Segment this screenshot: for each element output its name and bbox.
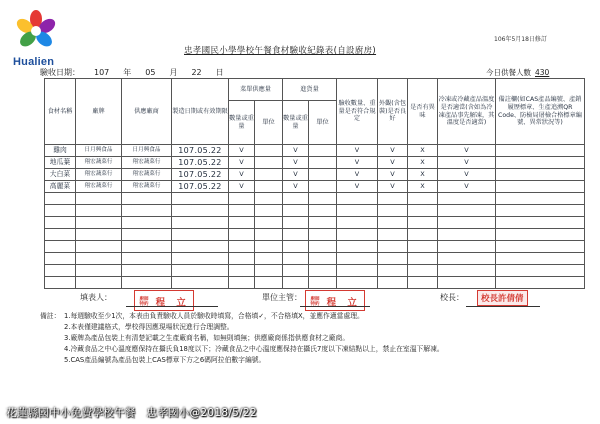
- cell-food-name: 高麗菜: [45, 181, 76, 193]
- empty-cell: [337, 193, 378, 205]
- empty-cell: [45, 229, 76, 241]
- empty-cell: [229, 217, 255, 229]
- empty-table-row: [45, 217, 585, 229]
- supervisor-underline: [300, 306, 370, 307]
- empty-cell: [255, 205, 283, 217]
- empty-cell: [76, 265, 122, 277]
- filler-stamp-name: 程 立: [155, 297, 190, 309]
- header-brand: 廠牌: [76, 79, 122, 145]
- empty-cell: [378, 193, 408, 205]
- empty-cell: [378, 217, 408, 229]
- cell-mfg-date: 107.05.22: [172, 169, 229, 181]
- empty-cell: [45, 217, 76, 229]
- empty-cell: [122, 205, 172, 217]
- header-inspection: 驗收數量、重量是否符合規定: [337, 79, 378, 145]
- cell-remark: [496, 181, 585, 193]
- logo-text: Hualien: [13, 56, 55, 68]
- empty-cell: [76, 229, 122, 241]
- cell-appearance-check: V: [378, 181, 408, 193]
- cell-cold-chain-check: V: [438, 145, 496, 157]
- cell-cold-chain-check: V: [438, 157, 496, 169]
- supervisor-label: 單位主管：: [262, 293, 302, 302]
- empty-cell: [337, 229, 378, 241]
- empty-cell: [496, 265, 585, 277]
- empty-cell: [283, 193, 309, 205]
- header-incoming-unit: 單位: [309, 101, 337, 145]
- empty-cell: [283, 241, 309, 253]
- notes-label: 備註：: [40, 312, 61, 320]
- header-supplier: 供應廠商: [122, 79, 172, 145]
- empty-cell: [438, 253, 496, 265]
- empty-cell: [172, 253, 229, 265]
- empty-table-row: [45, 253, 585, 265]
- empty-cell: [337, 265, 378, 277]
- empty-cell: [496, 229, 585, 241]
- cell-mfg-date: 107.05.22: [172, 145, 229, 157]
- cell-supply-qty: V: [229, 169, 255, 181]
- date-month: 05: [145, 68, 156, 77]
- cell-food-name: 大白菜: [45, 169, 76, 181]
- cell-supply-qty: V: [229, 145, 255, 157]
- cell-remark: [496, 145, 585, 157]
- empty-cell: [229, 265, 255, 277]
- cell-odor-check: X: [408, 181, 438, 193]
- empty-cell: [76, 241, 122, 253]
- header-odor: 是否有異味: [408, 79, 438, 145]
- principal-label: 校長：: [440, 293, 464, 302]
- cell-appearance-check: V: [378, 145, 408, 157]
- empty-cell: [122, 241, 172, 253]
- empty-cell: [122, 193, 172, 205]
- header-incoming: 進貨量: [283, 79, 337, 101]
- empty-cell: [122, 277, 172, 289]
- empty-cell: [255, 229, 283, 241]
- cell-supplier: 翔宏蔬菜行: [122, 169, 172, 181]
- empty-cell: [408, 193, 438, 205]
- empty-cell: [337, 217, 378, 229]
- cell-cold-chain-check: V: [438, 181, 496, 193]
- header-cold-chain: 冷凍或冷藏產品溫度是否適當(含如為冷凍產品事先解凍，其溫度是否適當): [438, 79, 496, 145]
- supervisor-stamp: [305, 290, 365, 311]
- date-year-unit: 年: [123, 68, 132, 77]
- empty-cell: [283, 205, 309, 217]
- empty-cell: [309, 229, 337, 241]
- cell-food-name: 雞肉: [45, 145, 76, 157]
- header-food-name: 食材名稱: [45, 79, 76, 145]
- cell-mfg-date: 107.05.22: [172, 157, 229, 169]
- empty-cell: [172, 265, 229, 277]
- empty-cell: [122, 229, 172, 241]
- header-incoming-qty: 數量或重量: [283, 101, 309, 145]
- cell-appearance-check: V: [378, 169, 408, 181]
- empty-cell: [438, 217, 496, 229]
- cell-supplier: 翔宏蔬菜行: [122, 157, 172, 169]
- date-year: 107: [94, 68, 110, 77]
- empty-cell: [172, 241, 229, 253]
- empty-cell: [496, 193, 585, 205]
- empty-cell: [438, 205, 496, 217]
- empty-cell: [283, 277, 309, 289]
- table-row: [45, 145, 585, 157]
- empty-cell: [172, 277, 229, 289]
- empty-cell: [283, 253, 309, 265]
- table-row: [45, 169, 585, 181]
- cell-inspection-check: V: [337, 145, 378, 157]
- cell-incoming-qty: V: [283, 157, 309, 169]
- empty-cell: [496, 241, 585, 253]
- empty-cell: [438, 277, 496, 289]
- empty-cell: [378, 277, 408, 289]
- cell-brand: 翔宏蔬菜行: [76, 169, 122, 181]
- empty-cell: [309, 205, 337, 217]
- cell-supply-unit: [255, 145, 283, 157]
- cell-mfg-date: 107.05.22: [172, 181, 229, 193]
- empty-cell: [255, 217, 283, 229]
- empty-table-row: [45, 229, 585, 241]
- empty-cell: [337, 277, 378, 289]
- empty-cell: [229, 193, 255, 205]
- cell-supply-unit: [255, 157, 283, 169]
- cell-remark: [496, 157, 585, 169]
- cell-inspection-check: V: [337, 181, 378, 193]
- empty-cell: [255, 193, 283, 205]
- principal-stamp: 校長許倩倩: [477, 290, 528, 306]
- empty-cell: [255, 265, 283, 277]
- empty-cell: [438, 193, 496, 205]
- filler-stamp: [134, 290, 194, 311]
- empty-cell: [122, 265, 172, 277]
- empty-cell: [408, 229, 438, 241]
- empty-cell: [172, 229, 229, 241]
- flower-logo-icon: [6, 6, 66, 54]
- cell-supply-qty: V: [229, 157, 255, 169]
- cell-cold-chain-check: V: [438, 169, 496, 181]
- cell-incoming-qty: V: [283, 181, 309, 193]
- empty-cell: [378, 241, 408, 253]
- empty-cell: [122, 253, 172, 265]
- empty-table-row: [45, 277, 585, 289]
- empty-table-row: [45, 241, 585, 253]
- table-row: [45, 181, 585, 193]
- empty-cell: [76, 253, 122, 265]
- cell-inspection-check: V: [337, 157, 378, 169]
- empty-cell: [309, 241, 337, 253]
- empty-cell: [408, 205, 438, 217]
- empty-cell: [255, 277, 283, 289]
- revised-date: 106年5月18日修訂: [494, 36, 547, 43]
- cell-supply-unit: [255, 169, 283, 181]
- empty-cell: [76, 193, 122, 205]
- headcount-value: 430: [535, 68, 550, 77]
- empty-cell: [309, 253, 337, 265]
- empty-cell: [438, 229, 496, 241]
- empty-cell: [496, 253, 585, 265]
- date-month-unit: 月: [169, 68, 178, 77]
- empty-cell: [283, 265, 309, 277]
- empty-cell: [408, 277, 438, 289]
- cell-food-name: 地瓜葉: [45, 157, 76, 169]
- cell-brand: 翔宏蔬菜行: [76, 181, 122, 193]
- cell-incoming-qty: V: [283, 169, 309, 181]
- date-day-unit: 日: [215, 68, 224, 77]
- note-item: 1.每週驗收至少1次，本表由負責驗收人員於驗收時填寫，合格填✓，不合格填X，並應作適當處理。: [64, 312, 364, 320]
- supervisor-stamp-title: 廚師特約: [310, 296, 320, 307]
- empty-cell: [255, 241, 283, 253]
- empty-cell: [76, 217, 122, 229]
- cell-supply-unit: [255, 181, 283, 193]
- empty-cell: [309, 277, 337, 289]
- empty-cell: [229, 229, 255, 241]
- note-item: 4.冷藏食品之中心溫度應保持在攝氏負18度以下；冷藏食品之中心溫度應保持在攝氏7度以下凍結點以上，禁止在室溫下解凍。: [64, 344, 444, 353]
- empty-cell: [45, 277, 76, 289]
- empty-cell: [45, 265, 76, 277]
- cell-incoming-unit: [309, 181, 337, 193]
- empty-cell: [496, 277, 585, 289]
- notes-list: [64, 311, 594, 366]
- empty-cell: [408, 265, 438, 277]
- empty-cell: [378, 229, 408, 241]
- empty-cell: [172, 217, 229, 229]
- empty-cell: [45, 241, 76, 253]
- note-item: 2.本表僅建議格式，學校得因應現場狀況進行合理調整。: [64, 322, 234, 331]
- empty-cell: [408, 241, 438, 253]
- cell-odor-check: X: [408, 145, 438, 157]
- empty-cell: [337, 253, 378, 265]
- note-item: 5.CAS產品編號為產品包裝上CAS標章下方之6碼阿拉伯數字編號。: [64, 355, 266, 364]
- empty-table-row: [45, 205, 585, 217]
- cell-incoming-qty: V: [283, 145, 309, 157]
- footer-caption: 花蓮縣國中小免費學校午餐 忠孝國小@2018/5/22: [6, 407, 257, 419]
- cell-supply-qty: V: [229, 181, 255, 193]
- empty-cell: [408, 253, 438, 265]
- empty-cell: [438, 265, 496, 277]
- cell-incoming-unit: [309, 145, 337, 157]
- empty-cell: [229, 241, 255, 253]
- empty-cell: [496, 205, 585, 217]
- headcount-label: 今日供餐人數: [486, 68, 531, 77]
- header-mfg-date: 製造日期或有效期限: [172, 79, 229, 145]
- empty-cell: [378, 253, 408, 265]
- empty-cell: [309, 265, 337, 277]
- empty-cell: [309, 217, 337, 229]
- empty-cell: [76, 205, 122, 217]
- filler-underline: [126, 306, 218, 307]
- empty-cell: [76, 277, 122, 289]
- hualien-logo: [6, 6, 66, 68]
- filler-stamp-title: 廚師特約: [139, 296, 149, 307]
- empty-table-row: [45, 193, 585, 205]
- date-label: 驗收日期：: [40, 68, 80, 77]
- header-menu-supply: 菜單供應量: [229, 79, 283, 101]
- header-supply-qty: 數量或重量: [229, 101, 255, 145]
- cell-incoming-unit: [309, 169, 337, 181]
- empty-cell: [229, 277, 255, 289]
- empty-cell: [45, 193, 76, 205]
- cell-incoming-unit: [309, 157, 337, 169]
- empty-cell: [283, 217, 309, 229]
- cell-supplier: 翔宏蔬菜行: [122, 181, 172, 193]
- empty-cell: [255, 253, 283, 265]
- cell-appearance-check: V: [378, 157, 408, 169]
- empty-cell: [45, 253, 76, 265]
- cell-remark: [496, 169, 585, 181]
- cell-odor-check: X: [408, 169, 438, 181]
- meal-headcount: [486, 67, 549, 78]
- empty-cell: [45, 205, 76, 217]
- empty-cell: [172, 193, 229, 205]
- cell-supplier: 日月興食品: [122, 145, 172, 157]
- empty-cell: [438, 241, 496, 253]
- cell-odor-check: X: [408, 157, 438, 169]
- empty-cell: [283, 229, 309, 241]
- empty-table-row: [45, 265, 585, 277]
- inspection-table: [44, 78, 585, 289]
- empty-cell: [229, 205, 255, 217]
- empty-cell: [122, 217, 172, 229]
- principal-underline: [466, 306, 540, 307]
- cell-brand: 日月興食品: [76, 145, 122, 157]
- cell-inspection-check: V: [337, 169, 378, 181]
- supervisor-stamp-name: 程 立: [326, 297, 361, 309]
- empty-cell: [229, 253, 255, 265]
- cell-brand: 翔宏蔬菜行: [76, 157, 122, 169]
- empty-cell: [408, 217, 438, 229]
- empty-cell: [337, 205, 378, 217]
- empty-cell: [337, 241, 378, 253]
- filler-label: 填表人：: [80, 293, 112, 302]
- empty-cell: [378, 205, 408, 217]
- empty-cell: [496, 217, 585, 229]
- empty-cell: [172, 205, 229, 217]
- page-title: 忠孝國民小學學校午餐食材驗收紀錄表(自設廚房): [184, 46, 377, 56]
- header-supply-unit: 單位: [255, 101, 283, 145]
- empty-cell: [309, 193, 337, 205]
- empty-cell: [378, 265, 408, 277]
- header-remarks: 備註欄(如CAS產品編號、產銷履歷標章、生產追溯QR Code、防檢局屠檢合格標章編號、異常狀況等): [496, 79, 585, 145]
- table-row: [45, 157, 585, 169]
- header-appearance: 外觀(含包裝)是否良好: [378, 79, 408, 145]
- note-item: 3.廠牌為產品包裝上有清楚記載之生產廠商名稱，如無則填無；供應廠商係指供應食材之廠商。: [64, 333, 350, 342]
- inspection-date: [40, 67, 238, 78]
- date-day: 22: [191, 68, 202, 77]
